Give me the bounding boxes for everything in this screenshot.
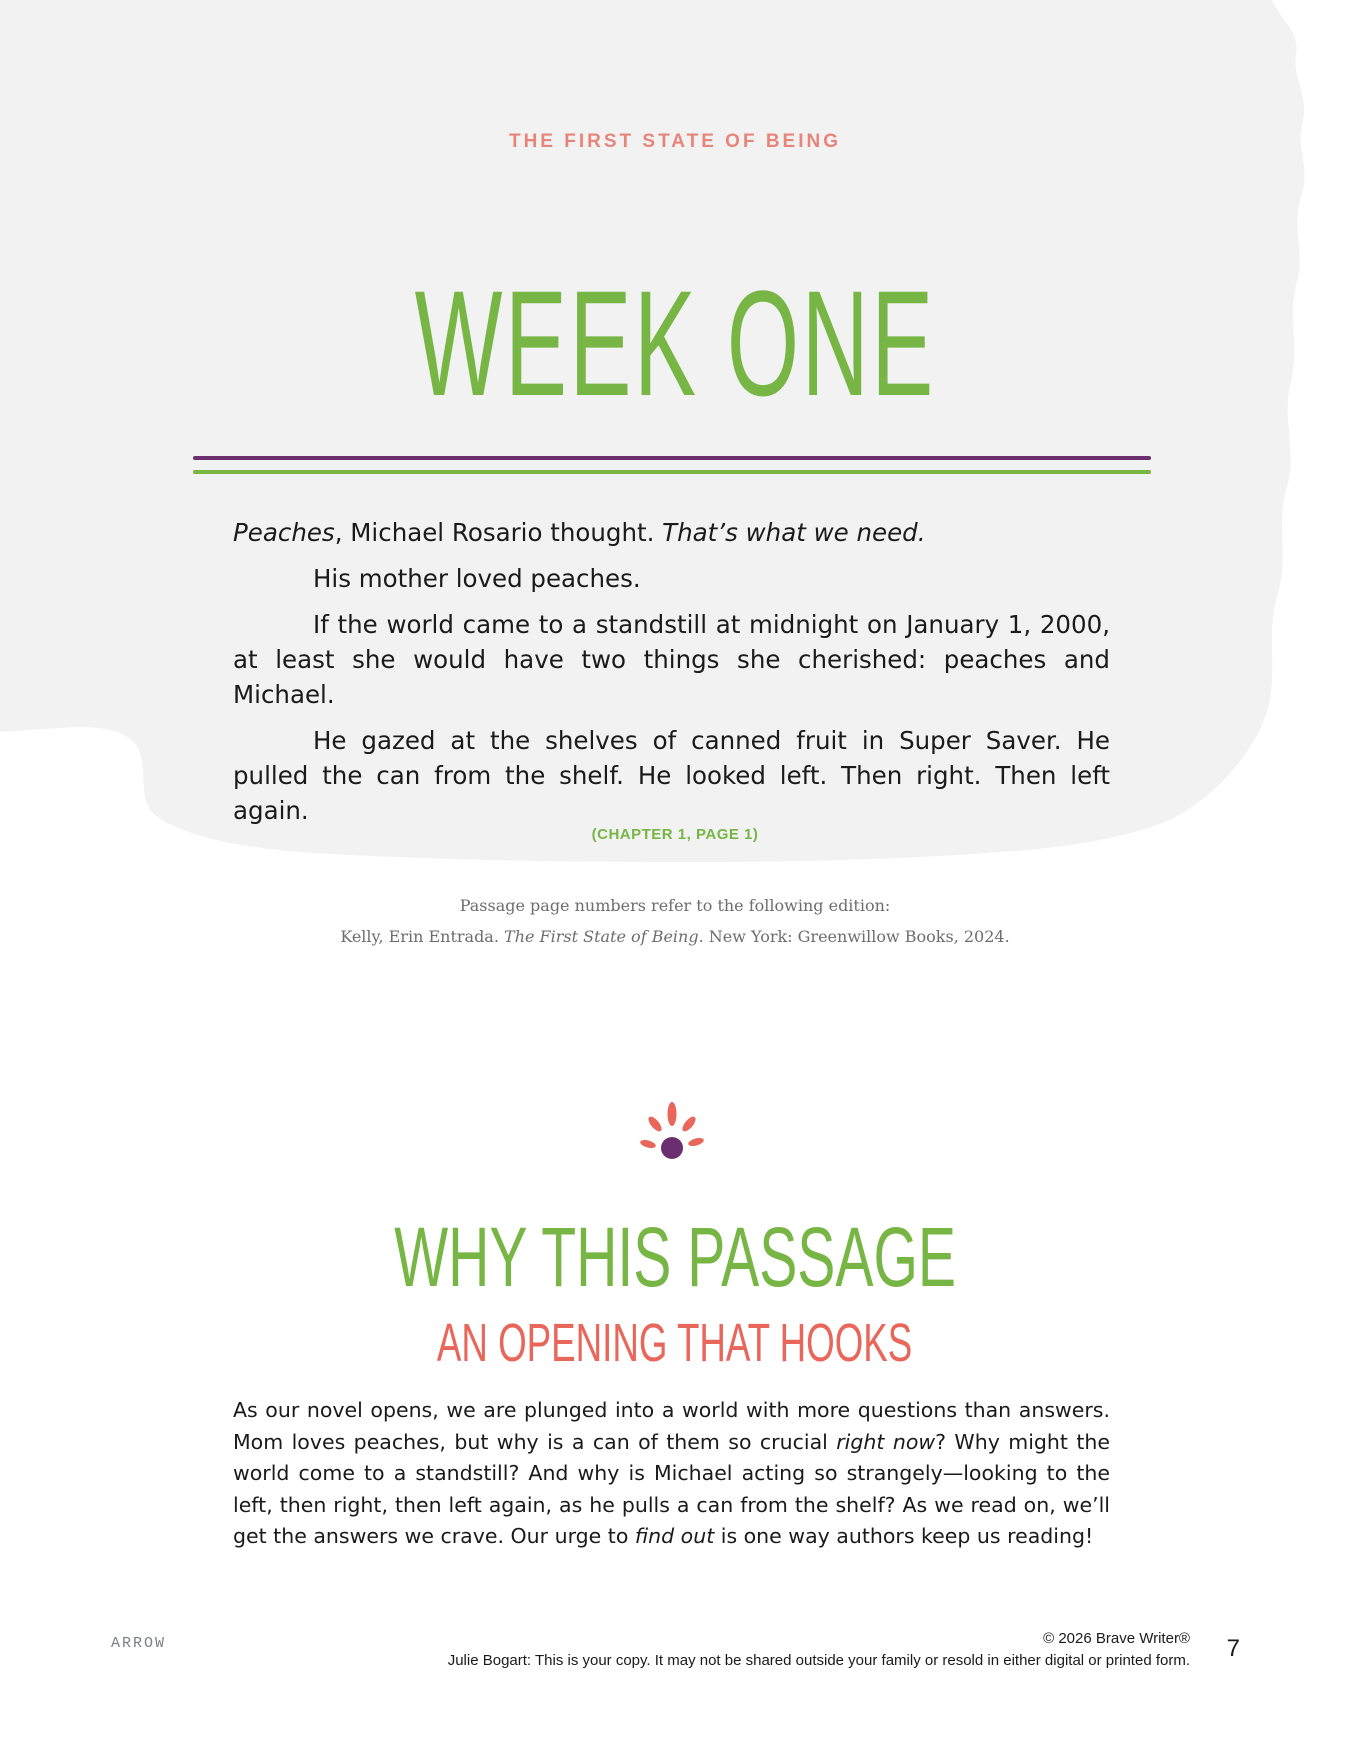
why-title-text: WHY THIS PASSAGE	[394, 1210, 956, 1304]
edition-note	[0, 890, 1350, 952]
flower-ornament-icon	[636, 1102, 708, 1174]
week-title-text: WEEK ONE	[414, 259, 936, 427]
why-body-paragraph	[233, 1395, 1110, 1553]
passage-paragraph-1	[233, 515, 1110, 550]
arrow-logo: ARROW	[111, 1635, 167, 1652]
edition-author: Kelly, Erin Entrada.	[340, 927, 505, 946]
edition-line-1: Passage page numbers refer to the following edition:	[459, 896, 891, 915]
why-body-text-a: As our novel opens, we are plunged into a world with more questions than answers. Mom loves peaches, but why is a can of them so crucial	[233, 1398, 1110, 1454]
divider-green	[193, 470, 1151, 474]
why-body-text-c: is one way authors keep us reading!	[714, 1524, 1094, 1548]
copyright-line: © 2026 Brave Writer®	[1043, 1630, 1190, 1647]
divider-purple	[193, 456, 1151, 460]
passage-italic-peaches: Peaches	[233, 518, 335, 547]
why-subheading	[0, 1313, 1350, 1373]
edition-line-2	[0, 921, 1350, 952]
page-number: 7	[1226, 1635, 1240, 1662]
copyright-notice: Julie Bogart: This is your copy. It may not be shared outside your family or resold in either digital or printed form.	[447, 1652, 1190, 1669]
passage-paragraph-4: He gazed at the shelves of canned fruit in Super Saver. He pulled the can from the shelf. He looked left. Then right. Then left again.	[233, 726, 1110, 825]
why-subtitle-text: AN OPENING THAT HOOKS	[437, 1313, 913, 1373]
passage-italic-thought: That’s what we need.	[662, 518, 926, 547]
why-body-em-right-now: right now	[836, 1429, 936, 1454]
why-this-passage-heading	[0, 1212, 1350, 1302]
passage-plain-text: , Michael Rosario thought.	[334, 518, 663, 547]
why-body-text-b: ? Why might the world come to a standstill? And why is Michael acting so strangely—looking to the left, then right, then left again, as he pulls a can from the shelf? As we read on, we’ll get the answers we crave. Our urge to	[233, 1429, 1110, 1548]
series-title: THE FIRST STATE OF BEING	[508, 131, 842, 152]
week-title	[0, 259, 1350, 427]
why-body-em-find-out: find out	[634, 1524, 715, 1548]
passage-paragraph-2: His mother loved peaches.	[313, 564, 641, 593]
passage-citation: (CHAPTER 1, PAGE 1)	[591, 826, 759, 843]
passage-excerpt	[233, 515, 1110, 839]
passage-paragraph-3: If the world came to a standstill at midnight on January 1, 2000, at least she would have two things she cherished: peaches and Michael.	[233, 610, 1110, 709]
edition-publisher: . New York: Greenwillow Books, 2024.	[698, 927, 1010, 946]
edition-book-title: The First State of Being	[504, 927, 699, 946]
